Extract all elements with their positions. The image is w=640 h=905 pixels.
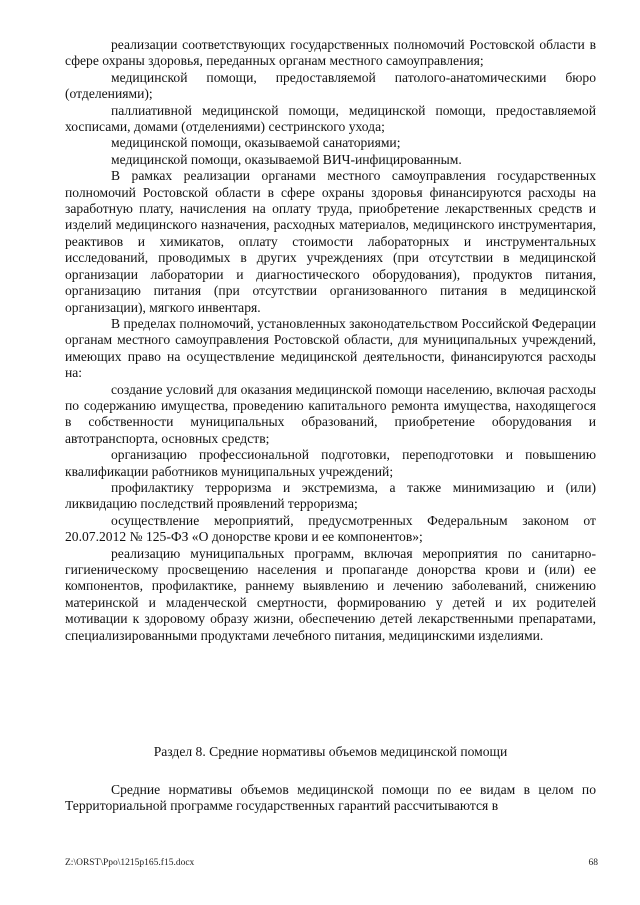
body-text	[65, 37, 596, 644]
footer-file-path: Z:\ORST\Ppo\1215p165.f15.docx	[65, 858, 195, 868]
paragraph: медицинской помощи, оказываемой санаториями;	[111, 135, 401, 151]
page-number: 68	[588, 858, 598, 868]
paragraph: В рамках реализации органами местного самоуправления государственных полномочий Ростовской области в сфере охраны здоровья финансируются расходы на заработную плату, начисления на оплату труда, приобретение лекарственных средств и изделий медицинского назначения, расходных материалов, медицинского инструментария, реактивов и химикатов, оплату стоимости лабораторных и инструментальных исследований, проводимых в других учреждениях (при отсутствии в медицинской организации лаборатории и диагностического оборудования), продуктов питания, организацию питания (при отсутствии организованного питания в медицинской организации), мягкого инвентаря.	[65, 168, 596, 315]
paragraph: осуществление мероприятий, предусмотренных Федеральным законом от 20.07.2012 № 125-ФЗ «О донорстве крови и ее компонентов»;	[65, 512, 596, 545]
section-heading: Раздел 8. Средние нормативы объемов медицинской помощи	[153, 744, 508, 759]
paragraph: профилактику терроризма и экстремизма, а также минимизацию и (или) ликвидацию последствий проявлений терроризма;	[65, 479, 596, 512]
tail-text	[65, 782, 596, 815]
paragraph: Средние нормативы объемов медицинской помощи по ее видам в целом по Территориальной программе государственных гарантий рассчитываются в	[65, 782, 596, 814]
paragraph: медицинской помощи, предоставляемой патолого-анатомическими бюро (отделениями);	[65, 69, 596, 102]
paragraph: реализации соответствующих государственных полномочий Ростовской области в сфере охраны здоровья, переданных органам местного самоуправления;	[65, 37, 596, 69]
paragraph: реализацию муниципальных программ, включая мероприятия по санитарно-гигиеническому просвещению населения и пропаганде донорства крови и (или) ее компонентов, профилактике, раннему выявлению и лечению заболеваний, снижению материнской и младенческой смертности, формированию у детей и их родителей мотивации к здоровому образу жизни, обеспечению детей лекарственными препаратами, специализированными продуктами лечебного питания, медицинскими изделиями.	[65, 545, 596, 643]
paragraph: медицинской помощи, оказываемой ВИЧ-инфицированным.	[111, 151, 462, 167]
paragraph: паллиативной медицинской помощи, медицинской помощи, предоставляемой хосписами, домами (отделениями) сестринского ухода;	[65, 102, 596, 135]
paragraph: В пределах полномочий, установленных законодательством Российской Федерации органам местного самоуправления Ростовской области, для муниципальных учреждений, имеющих право на осуществление медицинской деятельности, финансируются расходы на:	[65, 315, 596, 381]
paragraph: организацию профессиональной подготовки, переподготовки и повышению квалификации работников муниципальных учреждений;	[65, 447, 596, 479]
paragraph: создание условий для оказания медицинской помощи населению, включая расходы по содержанию имущества, проведению капитального ремонта имущества, находящегося в собственности муниципальных образований, приобретение оборудования и автотранспорта, основных средств;	[65, 381, 596, 446]
